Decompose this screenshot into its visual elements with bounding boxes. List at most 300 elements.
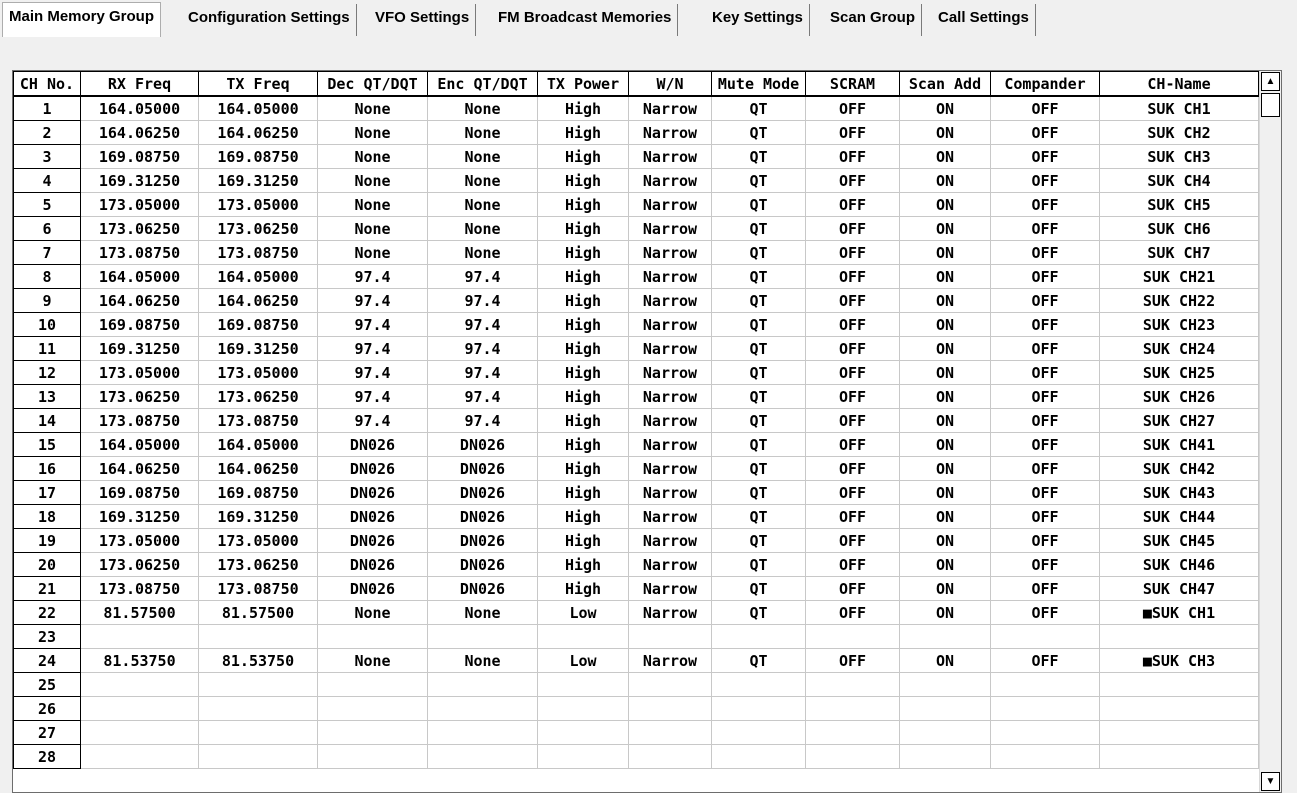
tab-fm-broadcast-memories[interactable]: FM Broadcast Memories	[492, 4, 678, 36]
cell-mute-mode[interactable]: QT	[712, 601, 806, 625]
cell-tx-power[interactable]: High	[538, 481, 629, 505]
cell-mute-mode[interactable]	[712, 673, 806, 697]
cell-scram[interactable]: OFF	[806, 121, 900, 145]
table-row[interactable]	[14, 457, 1259, 481]
col-header-dec-qt[interactable]: Dec QT/DQT	[318, 72, 428, 97]
cell-scram[interactable]: OFF	[806, 529, 900, 553]
cell-wn[interactable]: Narrow	[629, 553, 712, 577]
cell-wn[interactable]	[629, 697, 712, 721]
cell-compander[interactable]	[991, 673, 1100, 697]
cell-dec-qt[interactable]: 97.4	[318, 409, 428, 433]
cell-wn[interactable]: Narrow	[629, 577, 712, 601]
cell-compander[interactable]: OFF	[991, 577, 1100, 601]
cell-ch-name[interactable]: SUK CH47	[1100, 577, 1259, 601]
cell-dec-qt[interactable]	[318, 625, 428, 649]
cell-wn[interactable]: Narrow	[629, 313, 712, 337]
cell-ch-no[interactable]: 18	[14, 505, 81, 529]
cell-tx-freq[interactable]: 169.31250	[199, 169, 318, 193]
cell-enc-qt[interactable]	[428, 745, 538, 769]
cell-dec-qt[interactable]: 97.4	[318, 289, 428, 313]
cell-tx-power[interactable]: High	[538, 361, 629, 385]
cell-rx-freq[interactable]: 169.08750	[81, 313, 199, 337]
cell-rx-freq[interactable]: 173.06250	[81, 553, 199, 577]
cell-enc-qt[interactable]: 97.4	[428, 265, 538, 289]
cell-ch-name[interactable]: SUK CH22	[1100, 289, 1259, 313]
cell-compander[interactable]	[991, 697, 1100, 721]
table-row[interactable]	[14, 145, 1259, 169]
cell-rx-freq[interactable]: 173.05000	[81, 193, 199, 217]
cell-rx-freq[interactable]: 81.57500	[81, 601, 199, 625]
cell-tx-power[interactable]: High	[538, 217, 629, 241]
scroll-up-button[interactable]	[1261, 72, 1280, 91]
table-row[interactable]	[14, 529, 1259, 553]
scroll-thumb[interactable]	[1261, 93, 1280, 117]
cell-tx-freq[interactable]: 169.31250	[199, 337, 318, 361]
cell-dec-qt[interactable]: DN026	[318, 505, 428, 529]
cell-scram[interactable]: OFF	[806, 433, 900, 457]
cell-enc-qt[interactable]: 97.4	[428, 337, 538, 361]
cell-tx-power[interactable]: High	[538, 433, 629, 457]
cell-scan-add[interactable]: ON	[900, 265, 991, 289]
cell-tx-power[interactable]: High	[538, 121, 629, 145]
cell-ch-no[interactable]: 16	[14, 457, 81, 481]
table-row[interactable]	[14, 313, 1259, 337]
cell-mute-mode[interactable]: QT	[712, 96, 806, 121]
col-header-enc-qt[interactable]: Enc QT/DQT	[428, 72, 538, 97]
cell-tx-power[interactable]: High	[538, 265, 629, 289]
table-row[interactable]	[14, 241, 1259, 265]
cell-tx-freq[interactable]: 169.08750	[199, 313, 318, 337]
cell-rx-freq[interactable]: 81.53750	[81, 649, 199, 673]
cell-ch-name[interactable]: SUK CH3	[1100, 145, 1259, 169]
cell-scan-add[interactable]: ON	[900, 505, 991, 529]
cell-mute-mode[interactable]: QT	[712, 265, 806, 289]
cell-tx-freq[interactable]	[199, 697, 318, 721]
cell-mute-mode[interactable]: QT	[712, 145, 806, 169]
cell-mute-mode[interactable]: QT	[712, 289, 806, 313]
cell-mute-mode[interactable]: QT	[712, 529, 806, 553]
cell-ch-no[interactable]: 8	[14, 265, 81, 289]
cell-ch-no[interactable]: 17	[14, 481, 81, 505]
tab-main-memory-group[interactable]: Main Memory Group	[2, 2, 161, 37]
cell-rx-freq[interactable]: 164.05000	[81, 265, 199, 289]
cell-tx-freq[interactable]: 81.57500	[199, 601, 318, 625]
cell-scan-add[interactable]: ON	[900, 529, 991, 553]
cell-wn[interactable]: Narrow	[629, 385, 712, 409]
cell-scram[interactable]: OFF	[806, 385, 900, 409]
col-header-scram[interactable]: SCRAM	[806, 72, 900, 97]
cell-compander[interactable]: OFF	[991, 193, 1100, 217]
cell-enc-qt[interactable]: None	[428, 145, 538, 169]
cell-enc-qt[interactable]: DN026	[428, 481, 538, 505]
cell-ch-name[interactable]: ■SUK CH1	[1100, 601, 1259, 625]
cell-ch-name[interactable]	[1100, 745, 1259, 769]
cell-tx-power[interactable]: High	[538, 553, 629, 577]
cell-mute-mode[interactable]: QT	[712, 553, 806, 577]
cell-wn[interactable]: Narrow	[629, 457, 712, 481]
cell-dec-qt[interactable]	[318, 745, 428, 769]
cell-mute-mode[interactable]	[712, 625, 806, 649]
table-row[interactable]	[14, 601, 1259, 625]
tab-key-settings[interactable]: Key Settings	[706, 4, 810, 36]
cell-rx-freq[interactable]: 173.05000	[81, 361, 199, 385]
cell-scram[interactable]: OFF	[806, 96, 900, 121]
cell-wn[interactable]: Narrow	[629, 409, 712, 433]
cell-tx-freq[interactable]: 164.06250	[199, 457, 318, 481]
cell-scan-add[interactable]: ON	[900, 553, 991, 577]
cell-mute-mode[interactable]	[712, 721, 806, 745]
cell-tx-power[interactable]: High	[538, 337, 629, 361]
cell-tx-freq[interactable]	[199, 745, 318, 769]
cell-tx-power[interactable]: High	[538, 457, 629, 481]
cell-tx-freq[interactable]: 169.31250	[199, 505, 318, 529]
cell-ch-name[interactable]: ■SUK CH3	[1100, 649, 1259, 673]
cell-dec-qt[interactable]: None	[318, 169, 428, 193]
cell-dec-qt[interactable]: DN026	[318, 577, 428, 601]
cell-scram[interactable]: OFF	[806, 313, 900, 337]
cell-rx-freq[interactable]: 169.31250	[81, 505, 199, 529]
cell-wn[interactable]: Narrow	[629, 241, 712, 265]
cell-ch-no[interactable]: 12	[14, 361, 81, 385]
cell-scan-add[interactable]: ON	[900, 241, 991, 265]
col-header-tx-freq[interactable]: TX Freq	[199, 72, 318, 97]
cell-dec-qt[interactable]: DN026	[318, 553, 428, 577]
cell-compander[interactable]: OFF	[991, 457, 1100, 481]
cell-scram[interactable]: OFF	[806, 649, 900, 673]
cell-tx-freq[interactable]: 173.05000	[199, 193, 318, 217]
table-row[interactable]	[14, 96, 1259, 121]
cell-dec-qt[interactable]: 97.4	[318, 265, 428, 289]
cell-enc-qt[interactable]: DN026	[428, 433, 538, 457]
table-row[interactable]	[14, 745, 1259, 769]
cell-compander[interactable]: OFF	[991, 96, 1100, 121]
cell-enc-qt[interactable]: None	[428, 96, 538, 121]
cell-tx-power[interactable]: High	[538, 409, 629, 433]
table-row[interactable]	[14, 289, 1259, 313]
cell-compander[interactable]: OFF	[991, 289, 1100, 313]
cell-scram[interactable]	[806, 625, 900, 649]
cell-tx-power[interactable]: High	[538, 96, 629, 121]
cell-mute-mode[interactable]: QT	[712, 121, 806, 145]
table-row[interactable]	[14, 193, 1259, 217]
table-row[interactable]	[14, 169, 1259, 193]
cell-scram[interactable]: OFF	[806, 145, 900, 169]
cell-tx-power[interactable]: High	[538, 289, 629, 313]
col-header-wn[interactable]: W/N	[629, 72, 712, 97]
cell-tx-power[interactable]: Low	[538, 601, 629, 625]
table-row[interactable]	[14, 625, 1259, 649]
cell-ch-no[interactable]: 5	[14, 193, 81, 217]
cell-ch-no[interactable]: 3	[14, 145, 81, 169]
cell-tx-power[interactable]: High	[538, 529, 629, 553]
cell-dec-qt[interactable]: None	[318, 96, 428, 121]
table-row[interactable]	[14, 481, 1259, 505]
table-row[interactable]	[14, 697, 1259, 721]
cell-mute-mode[interactable]: QT	[712, 361, 806, 385]
cell-compander[interactable]: OFF	[991, 361, 1100, 385]
cell-scan-add[interactable]	[900, 697, 991, 721]
cell-scram[interactable]: OFF	[806, 481, 900, 505]
cell-dec-qt[interactable]: None	[318, 193, 428, 217]
table-row[interactable]	[14, 337, 1259, 361]
cell-ch-name[interactable]: SUK CH42	[1100, 457, 1259, 481]
cell-dec-qt[interactable]	[318, 697, 428, 721]
cell-enc-qt[interactable]: 97.4	[428, 313, 538, 337]
cell-compander[interactable]	[991, 721, 1100, 745]
tab-configuration-settings[interactable]: Configuration Settings	[182, 4, 357, 36]
cell-scram[interactable]: OFF	[806, 361, 900, 385]
cell-wn[interactable]: Narrow	[629, 193, 712, 217]
cell-rx-freq[interactable]	[81, 625, 199, 649]
cell-wn[interactable]: Narrow	[629, 529, 712, 553]
cell-scan-add[interactable]: ON	[900, 601, 991, 625]
cell-wn[interactable]: Narrow	[629, 217, 712, 241]
cell-tx-power[interactable]: High	[538, 505, 629, 529]
cell-compander[interactable]: OFF	[991, 481, 1100, 505]
cell-compander[interactable]: OFF	[991, 169, 1100, 193]
cell-scan-add[interactable]: ON	[900, 457, 991, 481]
tab-vfo-settings[interactable]: VFO Settings	[369, 4, 476, 36]
cell-tx-power[interactable]: High	[538, 193, 629, 217]
cell-mute-mode[interactable]: QT	[712, 577, 806, 601]
tab-call-settings[interactable]: Call Settings	[932, 4, 1036, 36]
table-row[interactable]	[14, 721, 1259, 745]
cell-tx-freq[interactable]	[199, 625, 318, 649]
cell-ch-name[interactable]: SUK CH41	[1100, 433, 1259, 457]
cell-scram[interactable]: OFF	[806, 457, 900, 481]
cell-rx-freq[interactable]	[81, 745, 199, 769]
cell-mute-mode[interactable]: QT	[712, 241, 806, 265]
cell-rx-freq[interactable]	[81, 721, 199, 745]
table-row[interactable]	[14, 409, 1259, 433]
cell-tx-freq[interactable]: 173.08750	[199, 577, 318, 601]
cell-scram[interactable]: OFF	[806, 241, 900, 265]
cell-scan-add[interactable]: ON	[900, 361, 991, 385]
cell-scan-add[interactable]: ON	[900, 145, 991, 169]
cell-mute-mode[interactable]: QT	[712, 505, 806, 529]
cell-enc-qt[interactable]: None	[428, 217, 538, 241]
cell-tx-freq[interactable]: 81.53750	[199, 649, 318, 673]
cell-dec-qt[interactable]: 97.4	[318, 337, 428, 361]
cell-wn[interactable]: Narrow	[629, 649, 712, 673]
cell-enc-qt[interactable]: DN026	[428, 505, 538, 529]
cell-enc-qt[interactable]: DN026	[428, 553, 538, 577]
cell-enc-qt[interactable]	[428, 625, 538, 649]
cell-rx-freq[interactable]: 169.31250	[81, 169, 199, 193]
cell-ch-name[interactable]: SUK CH44	[1100, 505, 1259, 529]
cell-scan-add[interactable]: ON	[900, 96, 991, 121]
cell-wn[interactable]: Narrow	[629, 601, 712, 625]
cell-enc-qt[interactable]: None	[428, 193, 538, 217]
cell-wn[interactable]: Narrow	[629, 337, 712, 361]
cell-wn[interactable]: Narrow	[629, 145, 712, 169]
cell-enc-qt[interactable]: None	[428, 649, 538, 673]
cell-ch-name[interactable]: SUK CH23	[1100, 313, 1259, 337]
cell-scan-add[interactable]: ON	[900, 289, 991, 313]
cell-rx-freq[interactable]: 164.06250	[81, 121, 199, 145]
cell-dec-qt[interactable]: 97.4	[318, 313, 428, 337]
cell-compander[interactable]: OFF	[991, 313, 1100, 337]
table-row[interactable]	[14, 361, 1259, 385]
cell-mute-mode[interactable]: QT	[712, 649, 806, 673]
cell-ch-no[interactable]: 4	[14, 169, 81, 193]
cell-tx-freq[interactable]	[199, 721, 318, 745]
cell-mute-mode[interactable]: QT	[712, 457, 806, 481]
cell-scan-add[interactable]: ON	[900, 313, 991, 337]
cell-rx-freq[interactable]: 173.08750	[81, 409, 199, 433]
cell-enc-qt[interactable]: None	[428, 121, 538, 145]
cell-mute-mode[interactable]: QT	[712, 217, 806, 241]
cell-mute-mode[interactable]: QT	[712, 385, 806, 409]
cell-scan-add[interactable]: ON	[900, 481, 991, 505]
cell-ch-no[interactable]: 1	[14, 96, 81, 121]
cell-scram[interactable]: OFF	[806, 409, 900, 433]
cell-scram[interactable]: OFF	[806, 505, 900, 529]
table-row[interactable]	[14, 553, 1259, 577]
cell-ch-name[interactable]	[1100, 721, 1259, 745]
cell-enc-qt[interactable]: 97.4	[428, 385, 538, 409]
cell-dec-qt[interactable]: None	[318, 601, 428, 625]
cell-rx-freq[interactable]: 173.08750	[81, 241, 199, 265]
cell-ch-name[interactable]: SUK CH7	[1100, 241, 1259, 265]
cell-tx-power[interactable]	[538, 625, 629, 649]
cell-rx-freq[interactable]: 169.31250	[81, 337, 199, 361]
cell-rx-freq[interactable]: 164.05000	[81, 433, 199, 457]
cell-rx-freq[interactable]: 173.06250	[81, 217, 199, 241]
cell-rx-freq[interactable]: 173.06250	[81, 385, 199, 409]
cell-enc-qt[interactable]: DN026	[428, 457, 538, 481]
cell-ch-no[interactable]: 23	[14, 625, 81, 649]
cell-ch-name[interactable]: SUK CH43	[1100, 481, 1259, 505]
cell-rx-freq[interactable]: 169.08750	[81, 145, 199, 169]
cell-scan-add[interactable]: ON	[900, 577, 991, 601]
cell-tx-freq[interactable]: 164.05000	[199, 96, 318, 121]
cell-mute-mode[interactable]: QT	[712, 337, 806, 361]
cell-tx-freq[interactable]: 173.06250	[199, 385, 318, 409]
cell-tx-freq[interactable]: 164.05000	[199, 433, 318, 457]
cell-scram[interactable]: OFF	[806, 577, 900, 601]
cell-compander[interactable]: OFF	[991, 529, 1100, 553]
cell-tx-freq[interactable]: 164.06250	[199, 289, 318, 313]
cell-tx-freq[interactable]: 173.06250	[199, 217, 318, 241]
cell-dec-qt[interactable]: None	[318, 217, 428, 241]
cell-ch-name[interactable]: SUK CH24	[1100, 337, 1259, 361]
cell-dec-qt[interactable]	[318, 721, 428, 745]
cell-ch-no[interactable]: 13	[14, 385, 81, 409]
cell-ch-name[interactable]: SUK CH26	[1100, 385, 1259, 409]
col-header-scan-add[interactable]: Scan Add	[900, 72, 991, 97]
cell-ch-name[interactable]: SUK CH2	[1100, 121, 1259, 145]
cell-tx-freq[interactable]: 173.05000	[199, 529, 318, 553]
cell-scan-add[interactable]	[900, 721, 991, 745]
cell-rx-freq[interactable]: 173.05000	[81, 529, 199, 553]
cell-scan-add[interactable]: ON	[900, 649, 991, 673]
cell-scram[interactable]	[806, 673, 900, 697]
cell-enc-qt[interactable]: 97.4	[428, 361, 538, 385]
cell-enc-qt[interactable]: 97.4	[428, 409, 538, 433]
cell-scram[interactable]	[806, 745, 900, 769]
col-header-rx-freq[interactable]: RX Freq	[81, 72, 199, 97]
cell-tx-freq[interactable]: 173.05000	[199, 361, 318, 385]
cell-ch-no[interactable]: 7	[14, 241, 81, 265]
cell-dec-qt[interactable]: DN026	[318, 481, 428, 505]
cell-scan-add[interactable]	[900, 673, 991, 697]
cell-ch-name[interactable]: SUK CH1	[1100, 96, 1259, 121]
cell-ch-no[interactable]: 26	[14, 697, 81, 721]
cell-wn[interactable]	[629, 745, 712, 769]
cell-mute-mode[interactable]	[712, 697, 806, 721]
cell-wn[interactable]: Narrow	[629, 265, 712, 289]
cell-wn[interactable]: Narrow	[629, 361, 712, 385]
cell-enc-qt[interactable]	[428, 697, 538, 721]
cell-tx-power[interactable]	[538, 673, 629, 697]
cell-ch-no[interactable]: 15	[14, 433, 81, 457]
cell-scram[interactable]: OFF	[806, 193, 900, 217]
cell-ch-no[interactable]: 19	[14, 529, 81, 553]
cell-rx-freq[interactable]	[81, 673, 199, 697]
cell-enc-qt[interactable]: 97.4	[428, 289, 538, 313]
table-row[interactable]	[14, 505, 1259, 529]
cell-dec-qt[interactable]: DN026	[318, 529, 428, 553]
col-header-tx-power[interactable]: TX Power	[538, 72, 629, 97]
cell-wn[interactable]: Narrow	[629, 481, 712, 505]
cell-mute-mode[interactable]: QT	[712, 313, 806, 337]
cell-scram[interactable]: OFF	[806, 289, 900, 313]
cell-compander[interactable]: OFF	[991, 505, 1100, 529]
cell-ch-no[interactable]: 6	[14, 217, 81, 241]
cell-tx-power[interactable]: High	[538, 241, 629, 265]
cell-wn[interactable]: Narrow	[629, 121, 712, 145]
cell-tx-freq[interactable]: 173.08750	[199, 409, 318, 433]
cell-mute-mode[interactable]: QT	[712, 409, 806, 433]
cell-ch-name[interactable]: SUK CH27	[1100, 409, 1259, 433]
col-header-compander[interactable]: Compander	[991, 72, 1100, 97]
cell-scan-add[interactable]: ON	[900, 337, 991, 361]
cell-mute-mode[interactable]	[712, 745, 806, 769]
vertical-scrollbar[interactable]	[1259, 71, 1281, 792]
cell-tx-power[interactable]	[538, 745, 629, 769]
scroll-down-button[interactable]	[1261, 772, 1280, 791]
cell-rx-freq[interactable]: 164.06250	[81, 289, 199, 313]
cell-ch-name[interactable]: SUK CH5	[1100, 193, 1259, 217]
cell-ch-no[interactable]: 28	[14, 745, 81, 769]
cell-enc-qt[interactable]: DN026	[428, 529, 538, 553]
table-row[interactable]	[14, 217, 1259, 241]
cell-wn[interactable]: Narrow	[629, 96, 712, 121]
cell-scan-add[interactable]: ON	[900, 409, 991, 433]
cell-scan-add[interactable]: ON	[900, 385, 991, 409]
cell-tx-power[interactable]: High	[538, 145, 629, 169]
cell-wn[interactable]	[629, 673, 712, 697]
col-header-ch-name[interactable]: CH-Name	[1100, 72, 1259, 97]
cell-ch-name[interactable]: SUK CH45	[1100, 529, 1259, 553]
cell-scan-add[interactable]	[900, 745, 991, 769]
cell-wn[interactable]: Narrow	[629, 433, 712, 457]
cell-compander[interactable]: OFF	[991, 553, 1100, 577]
cell-tx-power[interactable]: High	[538, 577, 629, 601]
cell-tx-power[interactable]: Low	[538, 649, 629, 673]
cell-ch-no[interactable]: 9	[14, 289, 81, 313]
cell-scram[interactable]: OFF	[806, 601, 900, 625]
cell-tx-power[interactable]: High	[538, 313, 629, 337]
cell-ch-name[interactable]	[1100, 673, 1259, 697]
table-row[interactable]	[14, 433, 1259, 457]
cell-wn[interactable]	[629, 721, 712, 745]
cell-scan-add[interactable]: ON	[900, 121, 991, 145]
cell-dec-qt[interactable]: DN026	[318, 433, 428, 457]
cell-wn[interactable]: Narrow	[629, 289, 712, 313]
cell-compander[interactable]: OFF	[991, 385, 1100, 409]
